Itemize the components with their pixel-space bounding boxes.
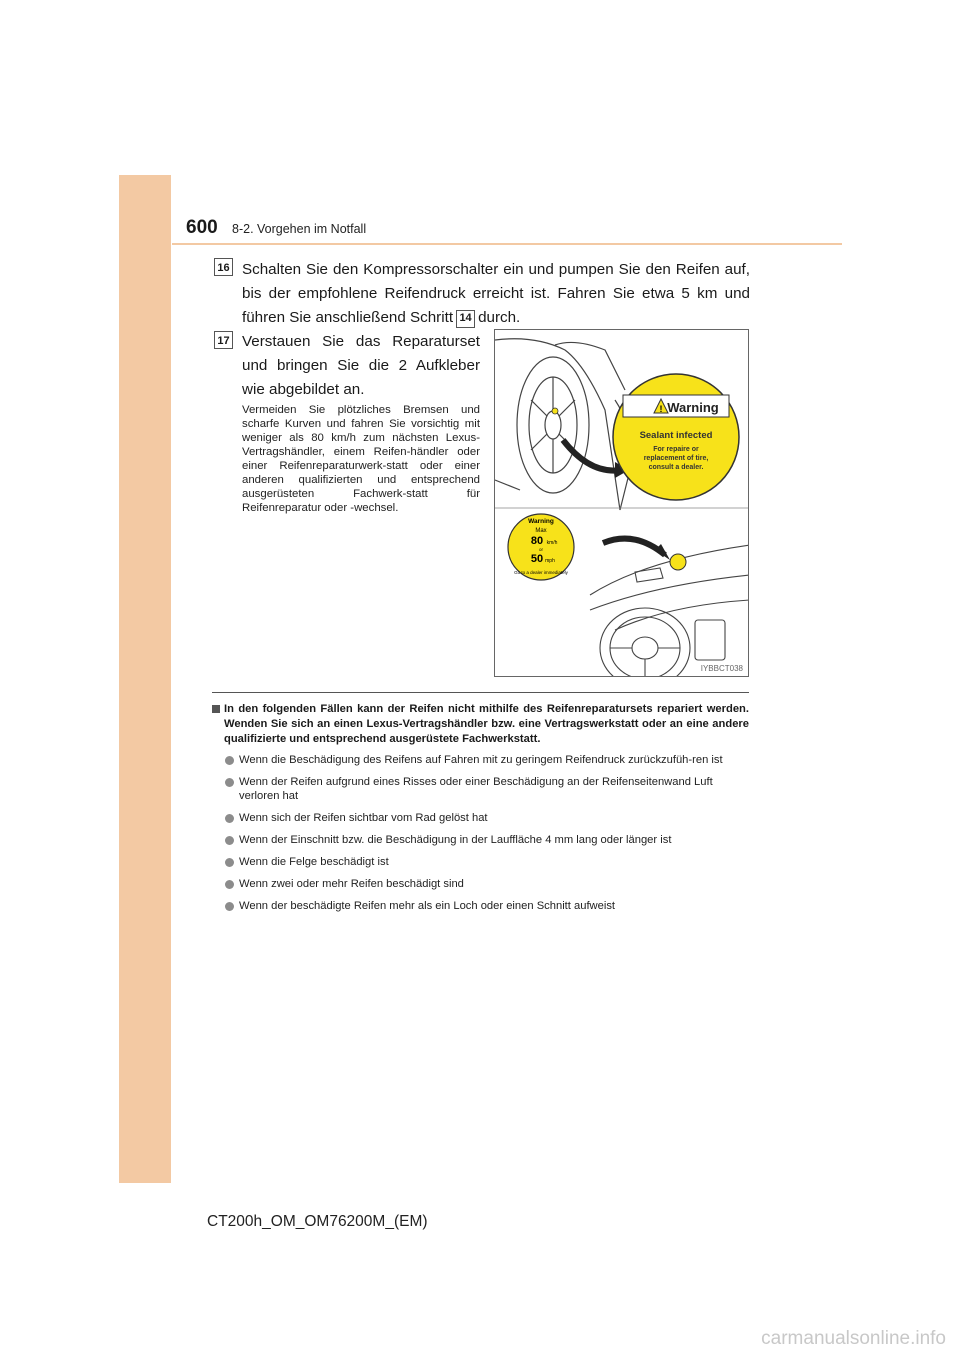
step-14-reference-badge: 14 (456, 310, 475, 328)
speed-sticker-speed1: 80 (530, 535, 544, 547)
section-divider (212, 692, 749, 693)
circle-bullet-icon (225, 814, 234, 823)
dashboard-pointer-arrow (603, 539, 665, 555)
list-item: Wenn der Einschnitt bzw. die Beschädigung in der Lauffläche 4 mm lang oder länger ist (212, 833, 749, 847)
list-item: Wenn der beschädigte Reifen mehr als ein Loch oder einen Schnitt aufweist (212, 899, 749, 913)
circle-bullet-icon (225, 902, 234, 911)
page-number: 600 (186, 217, 218, 238)
speed-sticker-unit2: mph (545, 558, 555, 564)
dashboard-sticker-marker (670, 554, 686, 570)
watermark: carmanualsonline.info (761, 1328, 946, 1349)
circle-bullet-icon (225, 778, 234, 787)
notes-heading (212, 702, 749, 747)
warning-sticker (613, 374, 739, 500)
speed-sticker-unit1: km/h (546, 540, 558, 546)
speed-sticker-or: or (538, 547, 544, 552)
speed-warning-sticker (508, 514, 574, 580)
sticker-placement-illustration (494, 329, 749, 677)
chapter-sidebar-tab (119, 175, 171, 1183)
notes-heading-text: In den folgenden Fällen kann der Reifen nicht mithilfe des Reifenreparatursets repariert werden. Wenden Sie sich an einen Lexus-Vertragshändler bzw. eine Vertragswerkstatt oder an eine andere qualifizierte und entsprechend ausgerüstete Fachwerkstatt. (224, 703, 749, 745)
step-17-badge: 17 (214, 331, 233, 349)
list-item: Wenn die Felge beschädigt ist (212, 855, 749, 869)
footer-model-code: CT200h_OM_OM76200M_(EM) (207, 1213, 428, 1230)
step-16-text-main: Schalten Sie den Kompressorschalter ein und pumpen Sie den Reifen auf, bis der empfohlene Reifendruck erreicht ist. Fahren Sie etwa 5 km und führen Sie anschließend Schritt (242, 261, 750, 326)
section-title: 8-2. Vorgehen im Notfall (232, 222, 367, 236)
circle-bullet-icon (225, 880, 234, 889)
speed-sticker-max: Max (535, 528, 547, 534)
square-bullet-icon (212, 705, 220, 713)
list-item: Wenn sich der Reifen sichtbar vom Rad gelöst hat (212, 811, 749, 825)
list-item: Wenn die Beschädigung des Reifens auf Fahren mit zu geringem Reifendruck zurückzufüh-ren ist (212, 753, 749, 767)
sticker-line-4: consult a dealer. (648, 464, 704, 471)
speed-sticker-title: Warning (528, 518, 554, 525)
car-wheel-drawing (495, 339, 631, 510)
circle-bullet-icon (225, 858, 234, 867)
sticker-warning-title: Warning (667, 400, 719, 415)
list-item: Wenn zwei oder mehr Reifen beschädigt sind (212, 877, 749, 891)
sticker-line-3: replacement of tire, (643, 455, 709, 462)
figure-code: IYBBCT038 (700, 664, 743, 673)
sticker-line-1: Sealant infected (639, 430, 713, 441)
valve-sticker-marker (552, 408, 558, 414)
step-17-text: Verstauen Sie das Reparaturset und bringen Sie die 2 Aufkleber wie abgebildet an. (242, 333, 480, 398)
circle-bullet-icon (225, 836, 234, 845)
svg-text:!: ! (659, 404, 663, 414)
speed-sticker-footer: Go to a dealer immediately (514, 570, 568, 575)
list-item: Wenn der Reifen aufgrund eines Risses oder einer Beschädigung an der Reifenseitenwand Luft verloren hat (212, 775, 749, 803)
circle-bullet-icon (225, 756, 234, 765)
speed-sticker-speed2: 50 (530, 553, 544, 565)
step-17-note: Vermeiden Sie plötzliches Bremsen und scharfe Kurven und fahren Sie vorsichtig mit weniger als 80 km/h zum nächsten Lexus-Vertragshändler, einem Reifen-händler oder einer Reifenreparaturwerk-statt oder einer anderen qualifizierten und entsprechend ausgerüsteten Fachwerk-statt für Reifenreparatur oder -wechsel. (242, 404, 480, 514)
notes-list (212, 753, 749, 913)
header-rule (172, 243, 842, 245)
step-16-text-end: durch. (478, 309, 521, 326)
step-16-badge: 16 (214, 258, 233, 276)
dashboard-drawing (590, 545, 749, 677)
step-16-text (242, 258, 750, 330)
sticker-line-2: For repaire or (653, 446, 699, 453)
repair-limitations-notes (212, 702, 749, 921)
illustration-drawing (495, 330, 749, 677)
